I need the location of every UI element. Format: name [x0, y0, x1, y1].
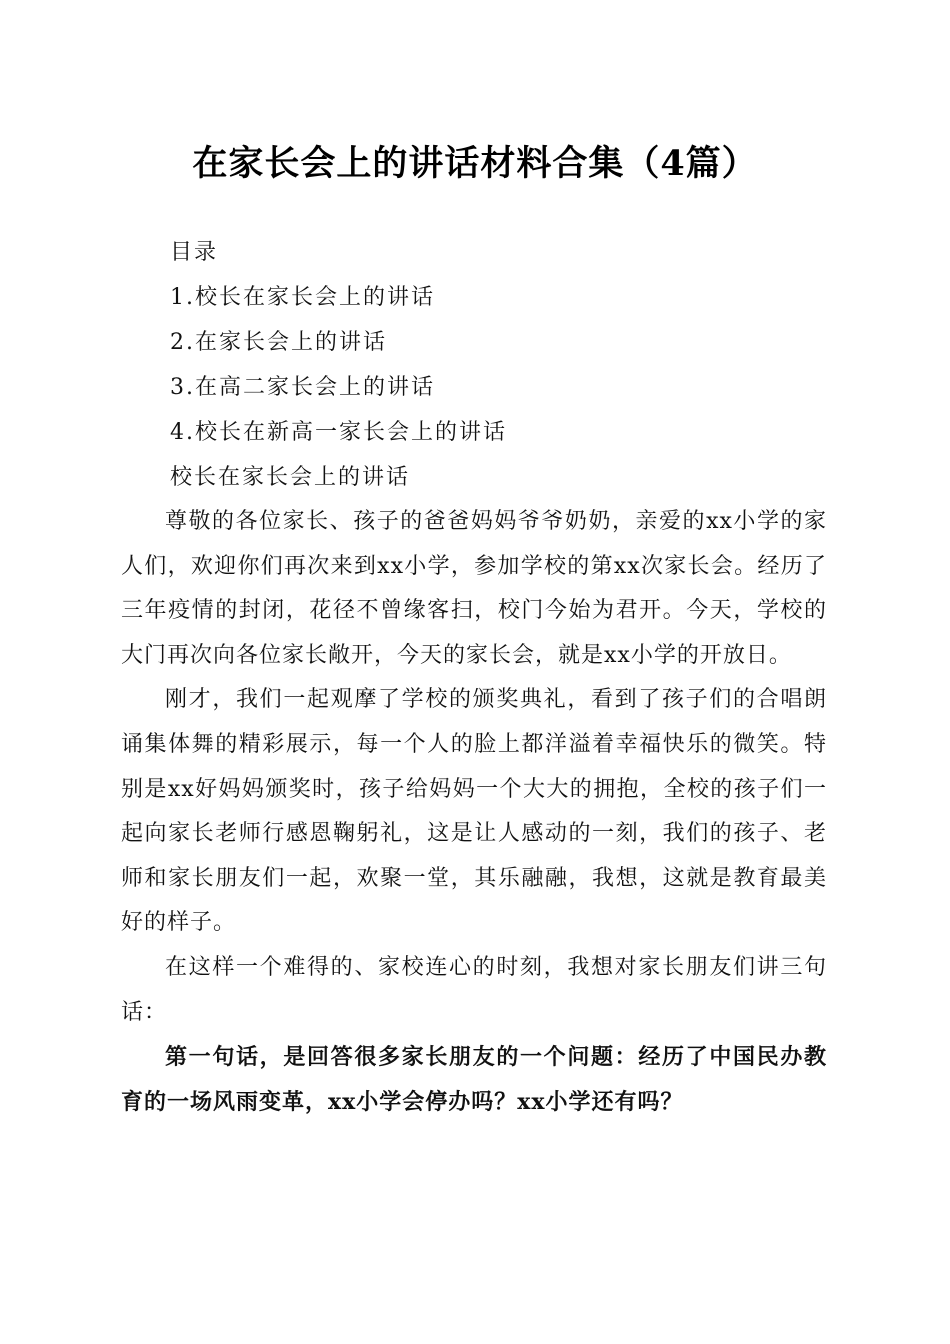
document-title: 在家长会上的讲话材料合集（4篇） [192, 143, 758, 184]
body-paragraph: 尊敬的各位家长、孩子的爸爸妈妈爷爷奶奶，亲爱的xx小学的家人们，欢迎你们再次来到xx小学，参加学校的第xx次家长会。经历了三年疫情的封闭，花径不曾缘客扫，校门今始为君开。今天，学校的大门再次向各位家长敞开，今天的家长会，就是xx小学的开放日。 [121, 509, 827, 668]
table-of-contents [170, 230, 507, 500]
section-title: 校长在家长会上的讲话 [170, 465, 411, 490]
toc-item: 3.在高二家长会上的讲话 [170, 375, 435, 400]
toc-item: 4.校长在新高一家长会上的讲话 [170, 420, 507, 445]
toc-heading: 目录 [170, 240, 219, 265]
body-paragraph: 刚才，我们一起观摩了学校的颁奖典礼，看到了孩子们的合唱朗诵集体舞的精彩展示，每一个人的脸上都洋溢着幸福快乐的微笑。特别是xx好妈妈颁奖时，孩子给妈妈一个大大的拥抱，全校的孩子们一起向家长老师行感恩鞠躬礼，这是让人感动的一刻，我们的孩子、老师和家长朋友们一起，欢聚一堂，其乐融融，我想，这就是教育最美好的样子。 [121, 687, 827, 936]
body-paragraph: 在这样一个难得的、家校连心的时刻，我想对家长朋友们讲三句话： [121, 954, 827, 1025]
toc-item: 2.在家长会上的讲话 [170, 330, 387, 355]
document-body [121, 500, 827, 1124]
toc-item: 1.校长在家长会上的讲话 [170, 285, 435, 310]
body-paragraph-emphasis: 第一句话，是回答很多家长朋友的一个问题：经历了中国民办教育的一场风雨变革，xx小学会停办吗？xx小学还有吗？ [121, 1044, 827, 1115]
